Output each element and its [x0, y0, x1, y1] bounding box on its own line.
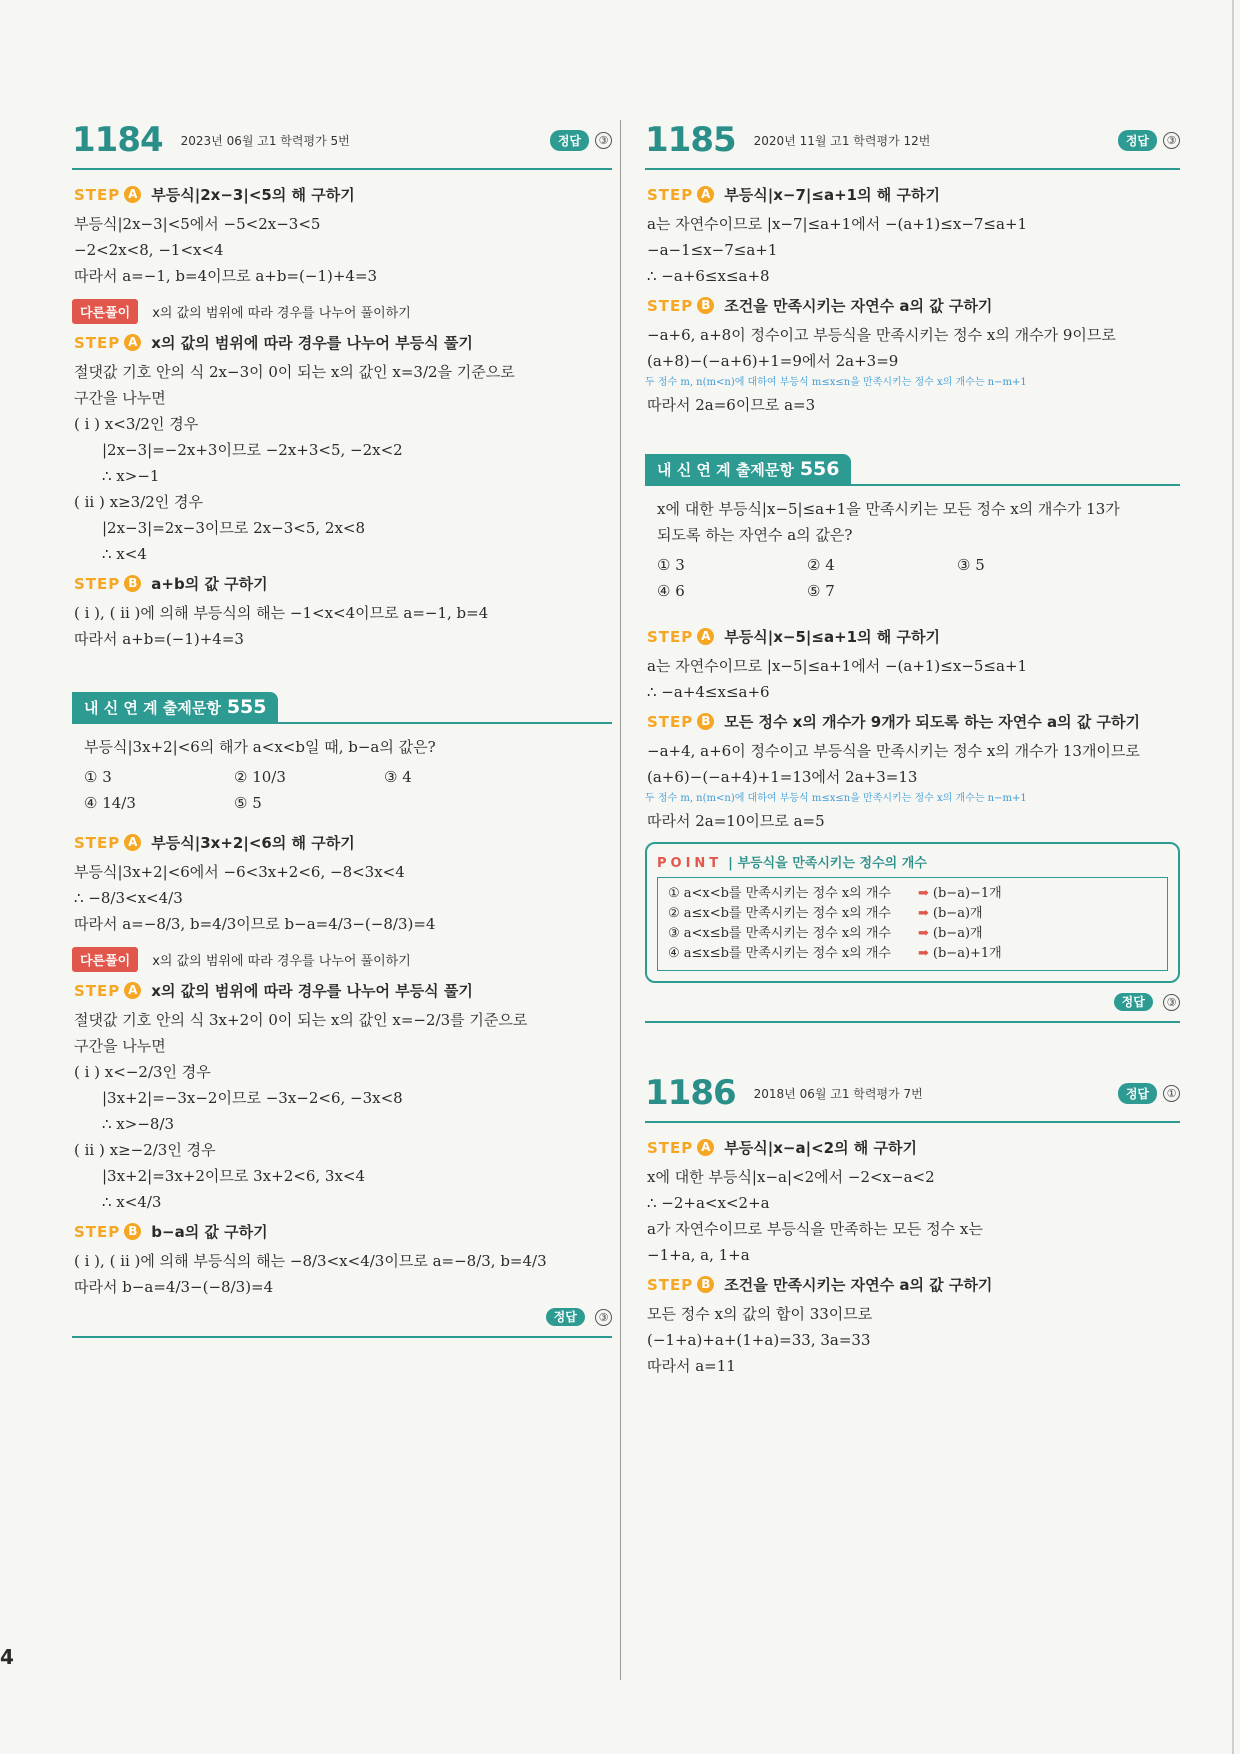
- solution-line: ( i ) x<−2/3인 경우: [74, 1063, 211, 1081]
- answer-badge: 정답: [1118, 130, 1157, 151]
- step-letter-icon: A: [124, 834, 141, 851]
- solution-line: a가 자연수이므로 부등식을 만족하는 모든 정수 x는: [647, 1220, 983, 1238]
- step-label: STEP: [74, 574, 121, 593]
- solution-line: ( i ), ( ii )에 의해 부등식의 해는 −1<x<4이므로 a=−1, b=4: [74, 604, 489, 622]
- point-condition: ④ a≤x≤b를 만족시키는 정수 x의 개수: [668, 946, 891, 961]
- answer-badge: 정답: [550, 130, 589, 151]
- step-title: 부등식|x−a|<2의 해 구하기: [724, 1139, 917, 1157]
- point-result: (b−a)+1개: [932, 946, 1002, 961]
- step-label: STEP: [74, 833, 121, 852]
- step-letter-icon: A: [124, 334, 141, 351]
- point-result: (b−a)개: [932, 926, 983, 941]
- choice-1: ① 3: [84, 768, 112, 786]
- point-list: [657, 877, 1168, 971]
- choice-2: ② 10/3: [234, 768, 286, 786]
- step-letter-icon: A: [124, 186, 141, 203]
- point-condition: ① a<x<b를 만족시키는 정수 x의 개수: [668, 886, 891, 901]
- problem-1185-header: [645, 120, 1180, 170]
- solution-line: 구간을 나누면: [74, 389, 166, 407]
- solution-line: (−1+a)+a+(1+a)=33, 3a=33: [647, 1331, 871, 1349]
- step-b-heading: [74, 1221, 612, 1242]
- step-b-heading: [647, 711, 1180, 732]
- solution-line: |2x−3|=2x−3이므로 2x−3<5, 2x<8: [102, 519, 366, 537]
- solution-line: (a+6)−(−a+4)+1=13에서 2a+3=13: [647, 768, 918, 786]
- alternate-solution-tag: 다른풀이: [72, 299, 138, 324]
- solution-line: 부등식|2x−3|<5에서 −5<2x−3<5: [74, 215, 321, 233]
- point-row: [668, 924, 1157, 944]
- solution-line: ( i ), ( ii )에 의해 부등식의 해는 −8/3<x<4/3이므로 a=−8/3, b=4/3: [74, 1252, 547, 1270]
- step-title: 모든 정수 x의 개수가 9개가 되도록 하는 자연수 a의 값 구하기: [724, 713, 1141, 731]
- problem-number: 1184: [72, 120, 163, 160]
- solution-line: 절댓값 기호 안의 식 2x−3이 0이 되는 x의 값인 x=3/2을 기준으로: [74, 363, 515, 381]
- solution-line: 따라서 a=11: [647, 1357, 736, 1375]
- step-title: 부등식|x−7|≤a+1의 해 구하기: [724, 186, 940, 204]
- related-question-label: 내 신 연 계 출제문항: [657, 461, 794, 479]
- solution-line: ∴ −a+6≤x≤a+8: [647, 267, 770, 285]
- related-question-label: 내 신 연 계 출제문항: [84, 699, 221, 717]
- step-b-heading: [74, 573, 612, 594]
- choice-4: ④ 14/3: [84, 794, 136, 812]
- step-label: STEP: [647, 712, 694, 731]
- solution-line: |3x+2|=−3x−2이므로 −3x−2<6, −3x<8: [102, 1089, 403, 1107]
- alternate-solution-heading: [72, 299, 612, 324]
- arrow-right-icon: ➡: [918, 946, 929, 961]
- step-a-heading: [74, 184, 612, 205]
- step-label: STEP: [74, 1222, 121, 1241]
- point-result: (b−a)개: [932, 906, 983, 921]
- choice-2: ② 4: [807, 556, 835, 574]
- step-label: STEP: [647, 1275, 694, 1294]
- column-divider: [620, 120, 621, 1680]
- solution-line: 절댓값 기호 안의 식 3x+2이 0이 되는 x의 값인 x=−2/3를 기준으로: [74, 1011, 528, 1029]
- solution-line: 따라서 2a=10이므로 a=5: [647, 812, 825, 830]
- related-question-number: 556: [799, 458, 840, 480]
- point-row: [668, 944, 1157, 964]
- answer-mark: ③: [1163, 132, 1180, 149]
- alternate-solution-heading: [72, 947, 612, 972]
- step-a-heading: [647, 626, 1180, 647]
- solution-line: ∴ −2+a<x<2+a: [647, 1194, 770, 1212]
- answer-choices: [657, 556, 1180, 600]
- alternate-solution-tag: 다른풀이: [72, 947, 138, 972]
- arrow-right-icon: ➡: [918, 906, 929, 921]
- choice-5: ⑤ 7: [807, 582, 835, 600]
- step-letter-icon: A: [697, 628, 714, 645]
- solution-line: ∴ −a+4≤x≤a+6: [647, 683, 770, 701]
- related-question-tag: [72, 692, 278, 722]
- point-row: [668, 884, 1157, 904]
- solution-line: ∴ x>−8/3: [102, 1115, 175, 1133]
- step-a-heading: [74, 832, 612, 853]
- solution-line: 따라서 b−a=4/3−(−8/3)=4: [74, 1278, 274, 1296]
- problem-source: 2018년 06월 고1 학력평가 7번: [753, 1086, 923, 1101]
- step-letter-icon: A: [697, 1139, 714, 1156]
- choice-1: ① 3: [657, 556, 685, 574]
- step-letter-icon: A: [697, 186, 714, 203]
- question-text: 되도록 하는 자연수 a의 값은?: [657, 526, 853, 544]
- solution-line: 따라서 a+b=(−1)+4=3: [74, 630, 244, 648]
- solution-line: ( ii ) x≥−2/3인 경우: [74, 1141, 216, 1159]
- answer-mark: ①: [1163, 1085, 1180, 1102]
- step-label: STEP: [647, 1138, 694, 1157]
- solution-line: x에 대한 부등식|x−a|<2에서 −2<x−a<2: [647, 1168, 935, 1186]
- alternate-solution-title: x의 값의 범위에 따라 경우를 나누어 풀이하기: [152, 954, 411, 969]
- question-text: 부등식|3x+2|<6의 해가 a<x<b일 때, b−a의 값은?: [84, 738, 436, 756]
- step-letter-icon: A: [124, 982, 141, 999]
- answer-mark: ③: [595, 1309, 612, 1326]
- step-title: x의 값의 범위에 따라 경우를 나누어 부등식 풀기: [151, 334, 473, 352]
- step-title: 부등식|x−5|≤a+1의 해 구하기: [724, 628, 940, 646]
- section-divider: [72, 1336, 612, 1338]
- answer-badge: 정답: [546, 1308, 585, 1326]
- solution-line: 부등식|3x+2|<6에서 −6<3x+2<6, −8<3x<4: [74, 863, 405, 881]
- step-a-heading: [74, 332, 612, 353]
- step-a-heading: [74, 980, 612, 1001]
- solution-line: −2<2x<8, −1<x<4: [74, 241, 224, 259]
- answer-row: [72, 1308, 612, 1326]
- step-label: STEP: [74, 981, 121, 1000]
- point-heading: POINT | 부등식을 만족시키는 정수의 개수: [657, 856, 927, 871]
- step-title: a+b의 값 구하기: [151, 575, 268, 593]
- hint-note: 두 정수 m, n(m<n)에 대하여 부등식 m≤x≤n을 만족시키는 정수 x의 개수는 n−m+1: [645, 377, 1027, 388]
- related-question-556-header: [645, 454, 1180, 486]
- problem-source: 2023년 06월 고1 학력평가 5번: [180, 133, 350, 148]
- page-edge: [1232, 0, 1234, 1754]
- step-letter-icon: B: [697, 1276, 714, 1293]
- choice-3: ③ 4: [384, 768, 412, 786]
- step-label: STEP: [74, 333, 121, 352]
- solution-line: −1+a, a, 1+a: [647, 1246, 750, 1264]
- problem-1184-header: [72, 120, 612, 170]
- solution-line: 따라서 a=−8/3, b=4/3이므로 b−a=4/3−(−8/3)=4: [74, 915, 436, 933]
- related-question-tag: [645, 454, 851, 484]
- solution-line: ∴ −8/3<x<4/3: [74, 889, 183, 907]
- solution-line: ∴ x<4: [102, 545, 147, 563]
- problem-number: 1185: [645, 120, 736, 160]
- answer-mark: ③: [595, 132, 612, 149]
- answer-row: [645, 993, 1180, 1011]
- solution-line: 따라서 a=−1, b=4이므로 a+b=(−1)+4=3: [74, 267, 378, 285]
- point-condition: ② a≤x<b를 만족시키는 정수 x의 개수: [668, 906, 891, 921]
- step-letter-icon: B: [124, 1223, 141, 1240]
- step-b-heading: [647, 1274, 1180, 1295]
- answer-mark: ③: [1163, 994, 1180, 1011]
- solution-line: |3x+2|=3x+2이므로 3x+2<6, 3x<4: [102, 1167, 366, 1185]
- problem-source: 2020년 11월 고1 학력평가 12번: [753, 133, 931, 148]
- point-result: (b−a)−1개: [932, 886, 1002, 901]
- step-label: STEP: [647, 296, 694, 315]
- hint-note: 두 정수 m, n(m<n)에 대하여 부등식 m≤x≤n을 만족시키는 정수 x의 개수는 n−m+1: [645, 793, 1027, 804]
- step-label: STEP: [74, 185, 121, 204]
- solution-line: (a+8)−(−a+6)+1=9에서 2a+3=9: [647, 352, 899, 370]
- related-question-number: 555: [226, 696, 267, 718]
- solution-line: ∴ x>−1: [102, 467, 160, 485]
- left-column: [72, 120, 612, 1338]
- answer-badge: 정답: [1114, 993, 1153, 1011]
- alternate-solution-title: x의 값의 범위에 따라 경우를 나누어 풀이하기: [152, 306, 411, 321]
- right-column: [645, 120, 1180, 1379]
- point-title: 부등식을 만족시키는 정수의 개수: [737, 856, 927, 871]
- solution-line: 구간을 나누면: [74, 1037, 166, 1055]
- step-b-heading: [647, 295, 1180, 316]
- step-title: 부등식|3x+2|<6의 해 구하기: [151, 834, 355, 852]
- step-title: 조건을 만족시키는 자연수 a의 값 구하기: [724, 297, 993, 315]
- point-condition: ③ a<x≤b를 만족시키는 정수 x의 개수: [668, 926, 891, 941]
- step-title: x의 값의 범위에 따라 경우를 나누어 부등식 풀기: [151, 982, 473, 1000]
- point-tag: POINT: [657, 856, 723, 871]
- point-row: [668, 904, 1157, 924]
- step-label: STEP: [647, 627, 694, 646]
- question-text: x에 대한 부등식|x−5|≤a+1을 만족시키는 모든 정수 x의 개수가 13가: [657, 500, 1120, 518]
- answer-choices: [84, 768, 612, 812]
- step-a-heading: [647, 1137, 1180, 1158]
- solution-line: 모든 정수 x의 값의 합이 33이므로: [647, 1305, 873, 1323]
- solution-line: |2x−3|=−2x+3이므로 −2x+3<5, −2x<2: [102, 441, 403, 459]
- arrow-right-icon: ➡: [918, 886, 929, 901]
- problem-number: 1186: [645, 1073, 736, 1113]
- page-number: 4: [0, 1645, 14, 1669]
- choice-4: ④ 6: [657, 582, 685, 600]
- solution-line: ∴ x<4/3: [102, 1193, 162, 1211]
- solution-line: ( ii ) x≥3/2인 경우: [74, 493, 204, 511]
- step-label: STEP: [647, 185, 694, 204]
- answer-badge: 정답: [1118, 1083, 1157, 1104]
- section-divider: [645, 1021, 1180, 1023]
- step-title: 조건을 만족시키는 자연수 a의 값 구하기: [724, 1276, 993, 1294]
- choice-5: ⑤ 5: [234, 794, 262, 812]
- solution-line: a는 자연수이므로 |x−5|≤a+1에서 −(a+1)≤x−5≤a+1: [647, 657, 1028, 675]
- point-box: [645, 842, 1180, 983]
- problem-1186-header: [645, 1073, 1180, 1123]
- step-letter-icon: B: [697, 713, 714, 730]
- solution-line: ( i ) x<3/2인 경우: [74, 415, 199, 433]
- solution-line: −a+4, a+6이 정수이고 부등식을 만족시키는 정수 x의 개수가 13개이므로: [647, 742, 1140, 760]
- solution-line: −a+6, a+8이 정수이고 부등식을 만족시키는 정수 x의 개수가 9이므로: [647, 326, 1116, 344]
- choice-3: ③ 5: [957, 556, 985, 574]
- step-letter-icon: B: [124, 575, 141, 592]
- step-title: b−a의 값 구하기: [151, 1223, 268, 1241]
- solution-line: a는 자연수이므로 |x−7|≤a+1에서 −(a+1)≤x−7≤a+1: [647, 215, 1028, 233]
- step-letter-icon: B: [697, 297, 714, 314]
- solution-line: 따라서 2a=6이므로 a=3: [647, 396, 816, 414]
- step-title: 부등식|2x−3|<5의 해 구하기: [151, 186, 355, 204]
- arrow-right-icon: ➡: [918, 926, 929, 941]
- step-a-heading: [647, 184, 1180, 205]
- related-question-555-header: [72, 692, 612, 724]
- solution-line: −a−1≤x−7≤a+1: [647, 241, 778, 259]
